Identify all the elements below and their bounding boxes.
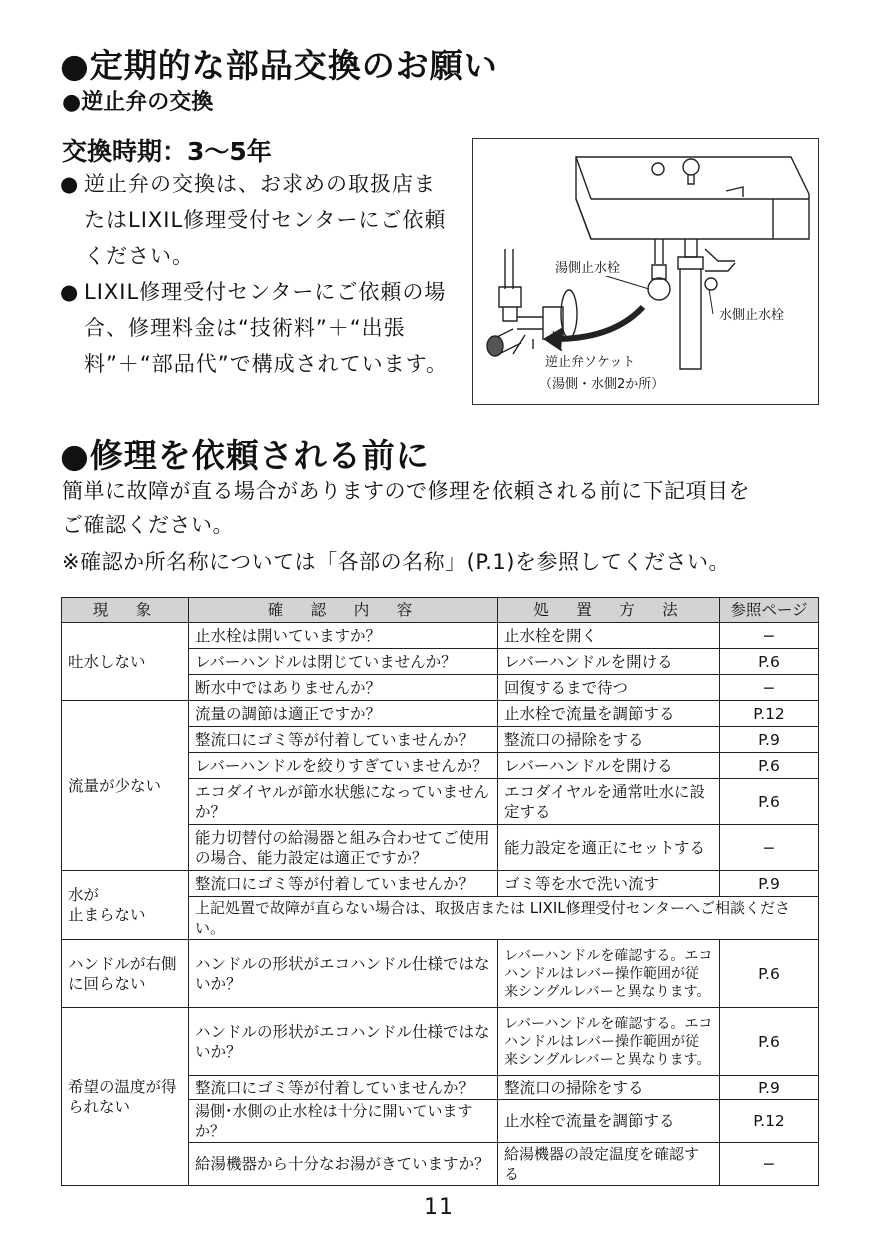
reference-note: ※確認か所名称については「各部の名称」(P.1)を参照してください。 (62, 550, 730, 574)
page-number: 11 (424, 1195, 454, 1220)
bullet-item: ● 逆止弁の交換は、お求めの取扱店またはLIXIL修理受付センターにご依頼ください。 (60, 166, 452, 274)
phenomenon-cell: 流量が少ない (62, 701, 189, 871)
check-cell: レバーハンドルを絞りすぎていませんか？ (189, 753, 498, 779)
ref-cell: − (720, 675, 819, 701)
ref-cell: P.12 (720, 1100, 819, 1143)
remedy-cell: ゴミ等を水で洗い流す (498, 871, 720, 897)
header-check: 確 認 内 容 (189, 598, 498, 623)
check-cell: 流量の調節は適正ですか？ (189, 701, 498, 727)
ref-cell: P.6 (720, 1008, 819, 1076)
table-header-row (62, 598, 819, 623)
table-row (62, 1008, 819, 1076)
remedy-cell: 給湯機器の設定温度を確認する (498, 1143, 720, 1186)
ref-cell: P.6 (720, 940, 819, 1008)
check-cell: ハンドルの形状がエコハンドル仕様ではないか？ (189, 1008, 498, 1076)
check-cell: 能力切替付の給湯器と組み合わせてご使用の場合、能力設定は適正ですか？ (189, 825, 498, 871)
label-cold-valve: 水側止水栓 (719, 304, 784, 323)
remedy-cell: エコダイヤルを通常吐水に設定する (498, 779, 720, 825)
intro-line-1: 簡単に故障が直る場合がありますので修理を依頼される前に下記項目を (62, 479, 750, 503)
header-ref: 参照ページ (720, 598, 819, 623)
phenomenon-cell: 希望の温度が得られない (62, 1008, 189, 1186)
replacement-bullets (60, 166, 452, 382)
ref-cell: P.9 (720, 727, 819, 753)
header-phenomenon: 現 象 (62, 598, 189, 623)
check-cell: 整流口にゴミ等が付着していませんか？ (189, 727, 498, 753)
remedy-cell: レバーハンドルを確認する。エコハンドルはレバー操作範囲が従来シングルレバーと異なります。 (498, 940, 720, 1008)
basin-illustration (473, 139, 818, 404)
remedy-cell: レバーハンドルを開ける (498, 649, 720, 675)
table-row (62, 623, 819, 649)
check-cell: 給湯機器から十分なお湯がきていますか？ (189, 1143, 498, 1186)
remedy-cell: レバーハンドルを確認する。エコハンドルはレバー操作範囲が従来シングルレバーと異なります。 (498, 1008, 720, 1076)
ref-cell: P.6 (720, 753, 819, 779)
label-hot-valve: 湯側止水栓 (555, 257, 620, 276)
remedy-cell: 整流口の掃除をする (498, 727, 720, 753)
remedy-cell: レバーハンドルを開ける (498, 753, 720, 779)
ref-cell: − (720, 825, 819, 871)
bullet-item: ● LIXIL修理受付センターにご依頼の場合、修理料金は“技術料”＋“出張料”＋“部品代”で構成されています。 (60, 274, 452, 382)
ref-cell: P.9 (720, 1076, 819, 1100)
phenomenon-cell: ハンドルが右側に回らない (62, 940, 189, 1008)
ref-cell: P.9 (720, 871, 819, 897)
header-remedy: 処 置 方 法 (498, 598, 720, 623)
check-cell: ハンドルの形状がエコハンドル仕様ではないか？ (189, 940, 498, 1008)
ref-cell: P.6 (720, 649, 819, 675)
ref-cell: P.6 (720, 779, 819, 825)
remedy-cell: 止水栓を開く (498, 623, 720, 649)
check-cell: 止水栓は開いていますか？ (189, 623, 498, 649)
remedy-cell: 整流口の掃除をする (498, 1076, 720, 1100)
remedy-cell: 止水栓で流量を調節する (498, 701, 720, 727)
label-socket-note: （湯側・水側2か所） (539, 373, 664, 392)
phenomenon-cell: 水が 止まらない (62, 871, 189, 940)
check-cell: 整流口にゴミ等が付着していませんか？ (189, 1076, 498, 1100)
ref-cell: − (720, 623, 819, 649)
check-valve-figure (472, 138, 819, 405)
phenomenon-cell: 吐水しない (62, 623, 189, 701)
ref-cell: P.12 (720, 701, 819, 727)
section-title-part-replacement: ●定期的な部品交換のお願い (60, 46, 498, 85)
troubleshooting-table (61, 597, 819, 1186)
check-cell: レバーハンドルは閉じていませんか？ (189, 649, 498, 675)
subsection-title-check-valve: ●逆止弁の交換 (62, 90, 214, 115)
label-socket: 逆止弁ソケット (545, 351, 635, 370)
check-cell: 湯側･水側の止水栓は十分に開いていますか？ (189, 1100, 498, 1143)
check-cell: 断水中ではありませんか？ (189, 675, 498, 701)
section-title-before-repair: ●修理を依頼される前に (60, 436, 430, 475)
remedy-cell: 回復するまで待つ (498, 675, 720, 701)
note-cell: 上記処置で故障が直らない場合は、取扱店または LIXIL修理受付センターへご相談ください。 (189, 897, 819, 940)
check-cell: 整流口にゴミ等が付着していませんか？ (189, 871, 498, 897)
remedy-cell: 能力設定を適正にセットする (498, 825, 720, 871)
check-cell: エコダイヤルが節水状態になっていませんか？ (189, 779, 498, 825)
table-row (62, 701, 819, 727)
remedy-cell: 止水栓で流量を調節する (498, 1100, 720, 1143)
table-row (62, 871, 819, 897)
table-row (62, 940, 819, 1008)
ref-cell: − (720, 1143, 819, 1186)
replacement-period: 交換時期：3〜5年 (62, 137, 272, 166)
intro-line-2: ご確認ください。 (62, 513, 234, 537)
